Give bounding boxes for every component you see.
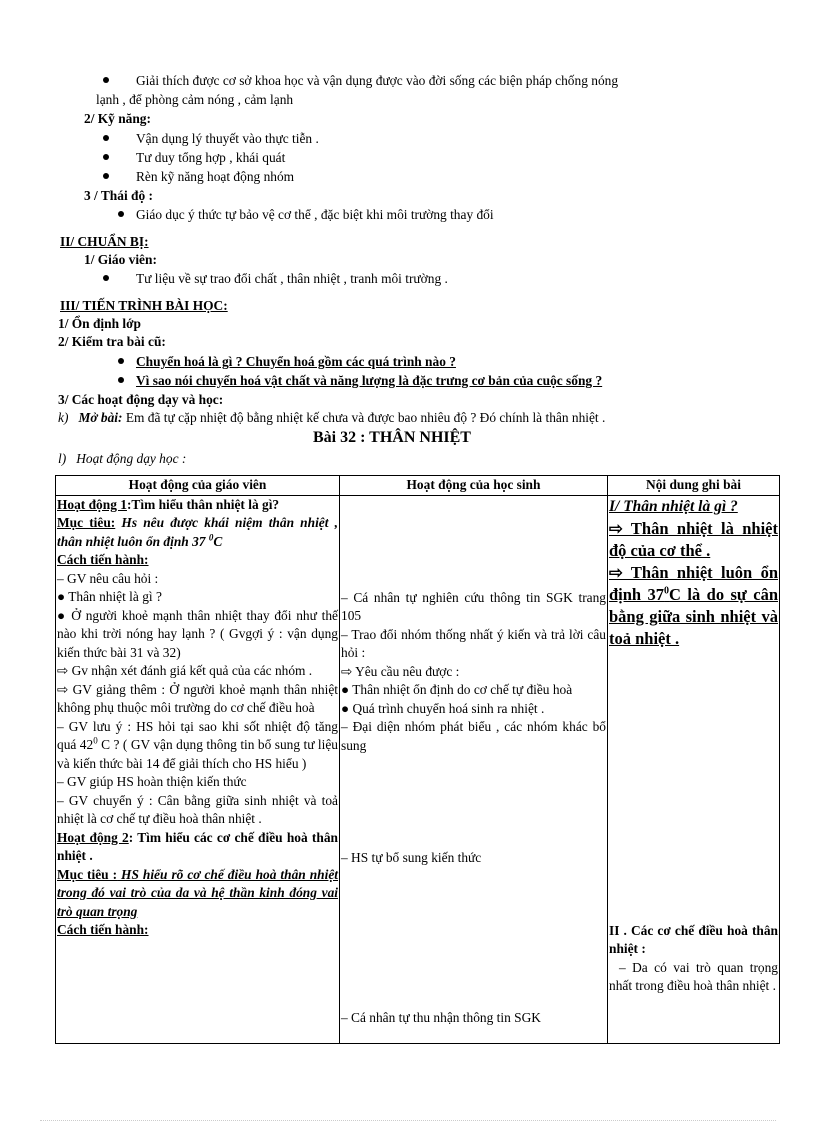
- lesson-table: [55, 475, 780, 1044]
- objective-line-2: lạnh , để phòng cảm nóng , cảm lạnh: [96, 92, 294, 107]
- teacher-cell: Hoạt động 1:Tìm hiểu thân nhiệt là gì? Mục tiêu: Hs nêu được khái niệm thân nhiệt , thân nhiệt luôn ổn định 37 $^0$C Cách tiến hành: – GV nêu câu hỏi : ● Thân nhiệt là gì ? ● Ở người khoẻ mạnh thân nhiệt thay đổi như thế nào khi trời nóng hay lạnh ? ( Gvgợi ý : vận dụng kiến thức bài 31 và 32) ⇨ Gv nhận xét đánh giá kết quả của các nhóm . ⇨ GV giảng thêm : Ở người khoẻ mạnh thân nhiệt không phụ thuộc môi trường do cơ chế điều hoà – GV lưu ý : HS hỏi tại sao khi sốt nhiệt độ tăng quá $42^0$ C ? ( GV vận dụng thông tin bổ sung tư liệu và kiến thức bài 14 để giải thích cho HS hiểu ) – GV giúp HS hoàn thiện kiến thức – GV chuyển ý : Cân bằng giữa sinh nhiệt và toả nhiệt là cơ chế tự điều hoà thân nhiệt . Hoạt động 2: Tìm hiểu các cơ chế điều hoà thân nhiệt . Mục tiêu : HS hiểu rõ cơ chế điều hoà thân nhiệt trong đó vai trò của da và hệ thần kinh đóng vai trò quan trọng Cách tiến hành:: [56, 495, 340, 1043]
- objective-line-1: Giải thích được cơ sở khoa học và vận dụng được vào đời sống các biện pháp chống nóng: [136, 73, 619, 88]
- col-header-student: Hoạt động của học sinh: [340, 476, 608, 496]
- col-header-teacher: Hoạt động của giáo viên: [56, 476, 340, 496]
- bullet-icon: [118, 358, 124, 364]
- skill-item: Tư duy tổng hợp , khái quát: [136, 150, 286, 165]
- process-step-2: 2/ Kiểm tra bài cũ:: [58, 334, 166, 349]
- attitude-item: Giáo dục ý thức tự bảo vệ cơ thể , đặc biệt khi môi trường thay đổi: [136, 207, 494, 222]
- skill-item: Vận dụng lý thuyết vào thực tiễn .: [136, 131, 319, 146]
- review-question-2: Vì sao nói chuyển hoá vật chất và năng lượng là đặc trưng cơ bản của cuộc sống ?: [136, 373, 603, 388]
- skills-heading: 2/ Kỹ năng:: [84, 111, 151, 126]
- col-header-notes: Nội dung ghi bài: [608, 476, 780, 496]
- page-footer-rule: [40, 1120, 776, 1121]
- bullet-icon: [103, 275, 109, 281]
- list-marker: l): [58, 451, 67, 466]
- lesson-title: Bài 32 : THÂN NHIỆT: [313, 429, 471, 446]
- prep-item: Tư liệu về sự trao đổi chất , thân nhiệt , tranh môi trường .: [136, 271, 448, 286]
- notes-cell: I/ Thân nhiệt là gì ? ⇨ Thân nhiệt là nhiệt độ của cơ thể . ⇨ Thân nhiệt luôn ổn định $37^0C$ là do sự cân bằng giữa sinh nhiệt và toả nhiệt . II . Các cơ chế điều hoà thân nhiệt : – Da có vai trò quan trọng nhất trong điều hoà thân nhiệt .: [608, 495, 780, 1043]
- prep-sub: 1/ Giáo viên:: [84, 252, 157, 267]
- bullet-icon: [103, 154, 109, 160]
- skill-item: Rèn kỹ năng hoạt động nhóm: [136, 169, 295, 184]
- prep-heading: II/ CHUẨN BỊ:: [60, 234, 149, 249]
- bullet-icon: [103, 77, 109, 83]
- process-step-3: 3/ Các hoạt động dạy và học:: [58, 392, 224, 407]
- bullet-icon: [118, 211, 124, 217]
- bullet-icon: [118, 377, 124, 383]
- review-question-1: Chuyển hoá là gì ? Chuyển hoá gồm các quá trình nào ?: [136, 354, 456, 369]
- process-heading: III/ TIẾN TRÌNH BÀI HỌC:: [60, 298, 228, 313]
- student-cell: – Cá nhân tự nghiên cứu thông tin SGK trang 105 – Trao đổi nhóm thống nhất ý kiến và trả lời câu hỏi : ⇨ Yêu cầu nêu được : ● Thân nhiệt ổn định do cơ chế tự điều hoà ● Quá trình chuyển hoá sinh ra nhiệt . – Đại diện nhóm phát biểu , các nhóm khác bổ sung – HS tự bổ sung kiến thức – Cá nhân tự thu nhận thông tin SGK: [340, 495, 608, 1043]
- activities-line: [58, 449, 186, 468]
- process-step-1: 1/ Ổn định lớp: [58, 316, 141, 331]
- activities-label: Hoạt động dạy học :: [76, 451, 187, 466]
- bullet-icon: [103, 173, 109, 179]
- opening-line: k) Mở bài: Em đã tự cặp nhiệt độ bằng nhiệt kế chưa và được bao nhiêu độ ? Đó chính là thân nhiệt .: [58, 410, 606, 425]
- attitude-heading: 3 / Thái độ :: [84, 188, 153, 203]
- bullet-icon: [103, 135, 109, 141]
